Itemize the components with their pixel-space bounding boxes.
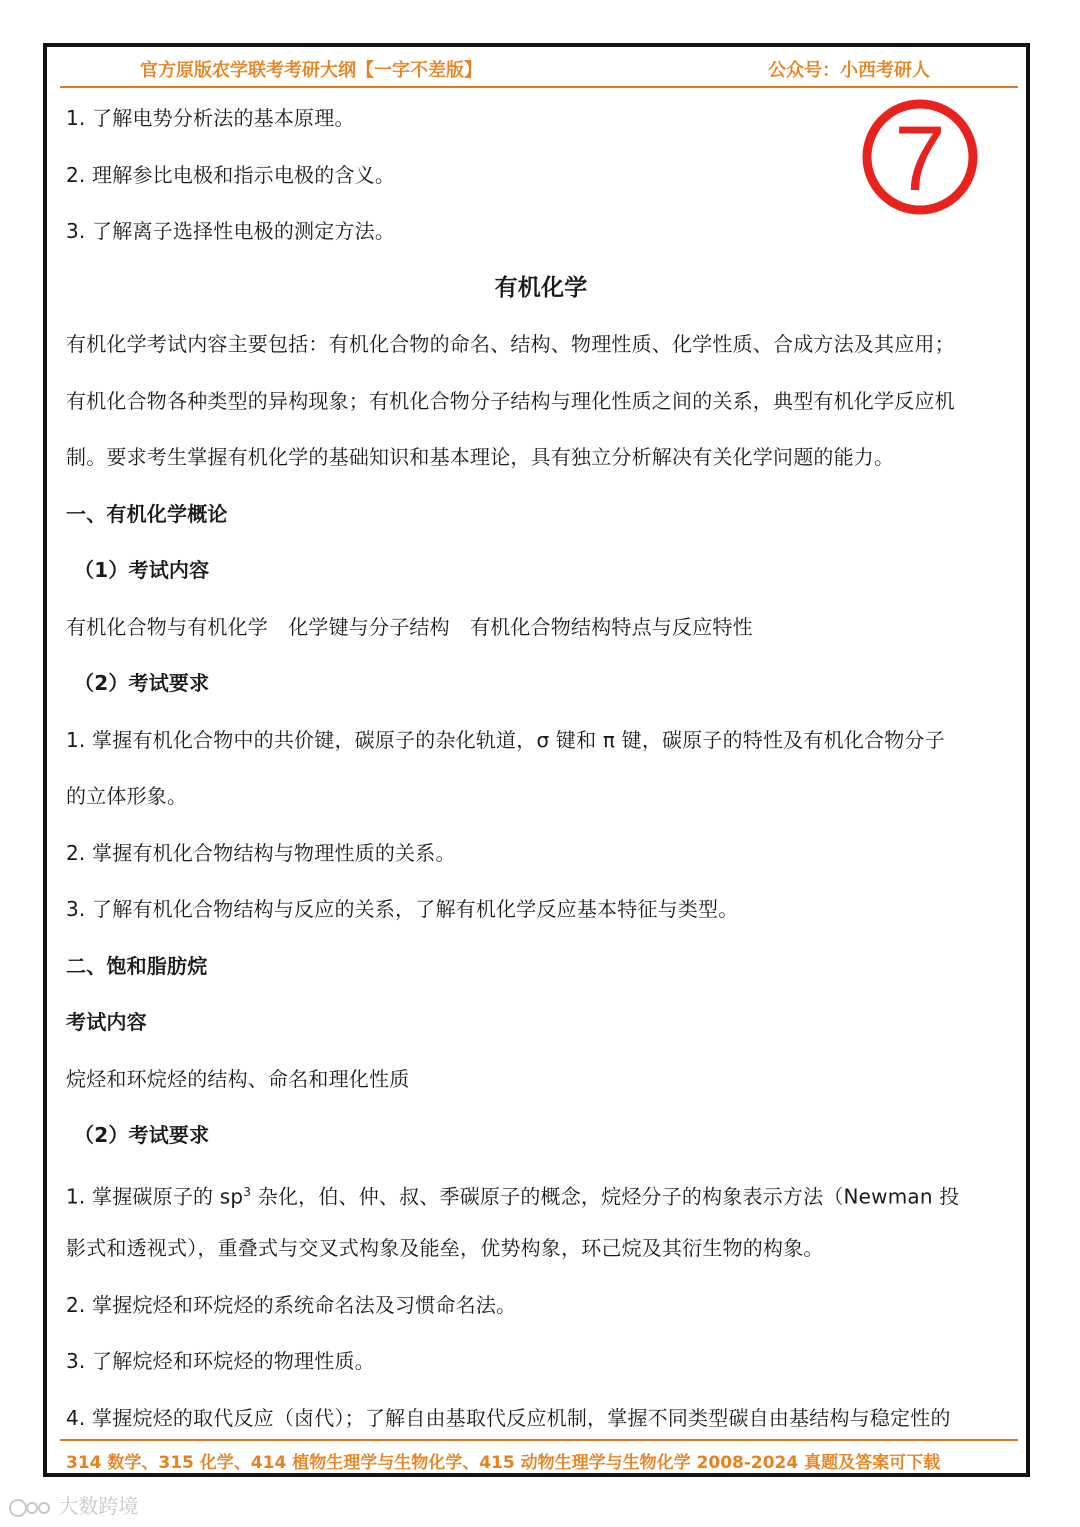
intro-item: 3. 了解离子选择性电极的测定方法。 [66, 219, 396, 243]
document-body [66, 90, 1016, 1446]
section-title: 有机化学 [494, 274, 588, 301]
header-account: 公众号：小西考研人 [768, 60, 930, 81]
watermark-text: 大数跨境 [58, 1494, 139, 1518]
part1-requirements-heading: （2）考试要求 [74, 671, 210, 695]
part1-content-heading: （1）考试内容 [74, 558, 210, 582]
footer-divider [60, 1439, 1018, 1441]
intro-item: 1. 了解电势分析法的基本原理。 [66, 106, 355, 130]
part1-requirement: 3. 了解有机化合物结构与反应的关系，了解有机化学反应基本特征与类型。 [66, 897, 739, 921]
req1-after: 杂化，伯、仲、叔、季碳原子的概念，烷烃分子的构象表示方法（Newman 投 [251, 1184, 960, 1209]
part1-requirement: 2. 掌握有机化合物结构与物理性质的关系。 [66, 840, 456, 865]
watermark [8, 1490, 138, 1520]
header-title: 官方原版农学联考考研大纲【一字不差版】 [140, 60, 482, 81]
part2-requirement: 4. 掌握烷烃的取代反应（卤代）；了解自由基取代反应机制，掌握不同类型碳自由基结构与稳定性的 [66, 1405, 951, 1430]
intro-item: 2. 理解参比电极和指示电极的含义。 [66, 162, 396, 187]
part2-requirements-heading: （2）考试要求 [74, 1123, 210, 1147]
overview-line: 有机化学考试内容主要包括：有机化合物的命名、结构、物理性质、化学性质、合成方法及其应用； [66, 332, 955, 356]
part1-requirement: 1. 掌握有机化合物中的共价键，碳原子的杂化轨道，σ 键和 π 键，碳原子的特性及有机化合物分子 [66, 727, 945, 752]
part2-requirement: 3. 了解烷烃和环烷烃的物理性质。 [66, 1349, 375, 1373]
part2-requirement: 影式和透视式），重叠式与交叉式构象及能垒，优势构象，环己烷及其衍生物的构象。 [66, 1236, 824, 1260]
page-header [60, 50, 1018, 88]
part2-requirement: 2. 掌握烷烃和环烷烃的系统命名法及习惯命名法。 [66, 1292, 517, 1317]
part2-heading: 二、饱和脂肪烷 [66, 953, 208, 978]
overview-line: 制。要求考生掌握有机化学的基础知识和基本理论，具有独立分析解决有关化学问题的能力。 [66, 445, 895, 469]
req1-before: 1. 掌握碳原子的 sp [66, 1184, 244, 1209]
overview-line: 有机化合物各种类型的异构现象；有机化合物分子结构与理化性质之间的关系，典型有机化学反应机 [66, 388, 955, 413]
part2-content-text: 烷烃和环烷烃的结构、命名和理化性质 [66, 1066, 410, 1091]
badge-number: 7 [894, 108, 946, 210]
part1-heading: 一、有机化学概论 [66, 501, 228, 526]
watermark-logo-icon [8, 1496, 52, 1520]
part1-content-text: 有机化合物与有机化学 化学键与分子结构 有机化合物结构特点与反应特性 [66, 614, 753, 639]
part2-requirement [66, 1164, 1016, 1221]
page-footer: 314 数学、315 化学、414 植物生理学与生物化学、415 动物生理学与生物化学 2008-2024 真题及答案可下载 [66, 1453, 941, 1473]
sp3-superscript: 3 [243, 1184, 252, 1199]
part1-requirement: 的立体形象。 [66, 784, 188, 808]
part2-content-heading: 考试内容 [66, 1010, 147, 1034]
